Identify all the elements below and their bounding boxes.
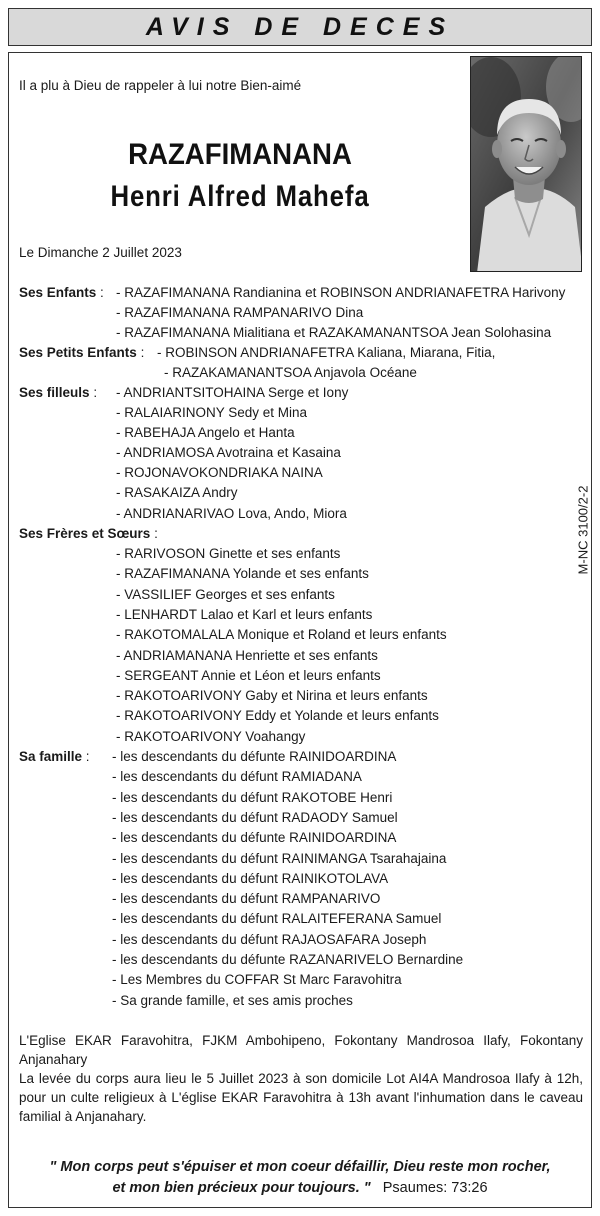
quote-line-1: " Mon corps peut s'épuiser et mon coeur défaillir, Dieu reste mon rocher, xyxy=(49,1159,551,1175)
deceased-given-names: Henri Alfred Mahefa xyxy=(110,180,370,213)
list-item: - les descendants du défunte RAZANARIVELO Bernardine xyxy=(112,952,464,967)
list-item: - les descendants du défunt RAMPANARIVO xyxy=(112,891,381,906)
list-item: - les descendants du défunte RAINIDOARDINA xyxy=(112,749,397,764)
list-item: - les descendants du défunt RAJAOSAFARA Joseph xyxy=(112,932,427,947)
quote-line-2: et mon bien précieux pour toujours. " Psaumes: 73:26 xyxy=(112,1180,488,1196)
reference-number: M-NC 3100/2-2 xyxy=(575,485,591,575)
list-item: - RABEHAJA Angelo et Hanta xyxy=(116,425,295,440)
ceremony-paragraph: La levée du corps aura lieu le 5 Juillet 2023 à son domicile Lot AI4A Mandrosoa Ilafy à 12h, pour un culte religieux à L'église EKAR Faravohitra à 13h avant l'inhumation dans le caveau familial à Anjanahary. xyxy=(19,1071,583,1124)
portrait-photo xyxy=(470,56,582,272)
intro-text: Il a plu à Dieu de rappeler à lui notre Bien-aimé xyxy=(19,78,302,93)
quote-reference: Psaumes: 73:26 xyxy=(382,1180,488,1196)
list-item: - RAZAFIMANANA Yolande et ses enfants xyxy=(116,566,369,581)
portrait-illustration xyxy=(471,57,582,272)
list-item: - ROJONAVOKONDRIAKA NAINA xyxy=(116,465,323,480)
list-item: - les descendants du défunt RAINIMANGA Tsarahajaina xyxy=(112,851,447,866)
list-item: - RAZAFIMANANA Mialitiana et RAZAKAMANANTSOA Jean Solohasina xyxy=(116,325,552,340)
list-item: - RALAIARINONY Sedy et Mina xyxy=(116,405,308,420)
list-item: - RAZAFIMANANA Randianina et ROBINSON ANDRIANAFETRA Harivony xyxy=(116,285,566,300)
list-item: - ANDRIAMOSA Avotraina et Kasaina xyxy=(116,445,341,460)
list-item: - les descendants du défunt RALAITEFERANA Samuel xyxy=(112,911,442,926)
list-item: - les descendants du défunte RAINIDOARDINA xyxy=(112,830,397,845)
list-item: - RAKOTOARIVONY Voahangy xyxy=(116,729,306,744)
list-item: - RAZAFIMANANA RAMPANARIVO Dina xyxy=(116,305,364,320)
list-item: - les descendants du défunt RAMIADANA xyxy=(112,769,362,784)
list-item: - RAKOTOARIVONY Eddy et Yolande et leurs enfants xyxy=(116,708,439,723)
list-item: - Les Membres du COFFAR St Marc Faravohitra xyxy=(112,972,402,987)
list-item: - RASAKAIZA Andry xyxy=(116,485,238,500)
deceased-surname: RAZAFIMANANA xyxy=(128,138,352,171)
list-item: - les descendants du défunt RAKOTOBE Henri xyxy=(112,790,393,805)
list-item: - VASSILIEF Georges et ses enfants xyxy=(116,587,335,602)
notice-banner xyxy=(8,8,592,46)
section-label-children: Ses Enfants : xyxy=(19,285,104,300)
list-item: - ANDRIANTSITOHAINA Serge et Iony xyxy=(116,385,349,400)
list-item: - RAZAKAMANANTSOA Anjavola Océane xyxy=(164,365,417,380)
section-label-family: Sa famille : xyxy=(19,749,90,764)
list-item: - SERGEANT Annie et Léon et leurs enfants xyxy=(116,668,381,683)
list-item: - RAKOTOMALALA Monique et Roland et leurs enfants xyxy=(116,627,447,642)
list-item: - les descendants du défunt RADAODY Samuel xyxy=(112,810,398,825)
section-label-godchildren: Ses filleuls : xyxy=(19,385,98,400)
list-item: - ROBINSON ANDRIANAFETRA Kaliana, Miarana, Fitia, xyxy=(157,345,496,360)
section-label-siblings: Ses Frères et Sœurs : xyxy=(19,526,158,541)
list-item: - RAKOTOARIVONY Gaby et Nirina et leurs enfants xyxy=(116,688,428,703)
list-item: - Sa grande famille, et ses amis proches xyxy=(112,993,353,1008)
list-item: - ANDRIAMANANA Henriette et ses enfants xyxy=(116,648,378,663)
section-label-grandchildren: Ses Petits Enfants : xyxy=(19,345,145,360)
list-item: - les descendants du défunt RAINIKOTOLAVA xyxy=(112,871,389,886)
list-item: - RARIVOSON Ginette et ses enfants xyxy=(116,546,341,561)
churches-paragraph: L'Eglise EKAR Faravohitra, FJKM Ambohipeno, Fokontany Mandrosoa Ilafy, Fokontany Anjanahary xyxy=(19,1033,583,1067)
date-of-death: Le Dimanche 2 Juillet 2023 xyxy=(19,245,182,260)
list-item: - ANDRIANARIVAO Lova, Ando, Miora xyxy=(116,506,347,521)
list-item: - LENHARDT Lalao et Karl et leurs enfants xyxy=(116,607,373,622)
notice-title: AVIS DE DECES xyxy=(145,12,455,41)
